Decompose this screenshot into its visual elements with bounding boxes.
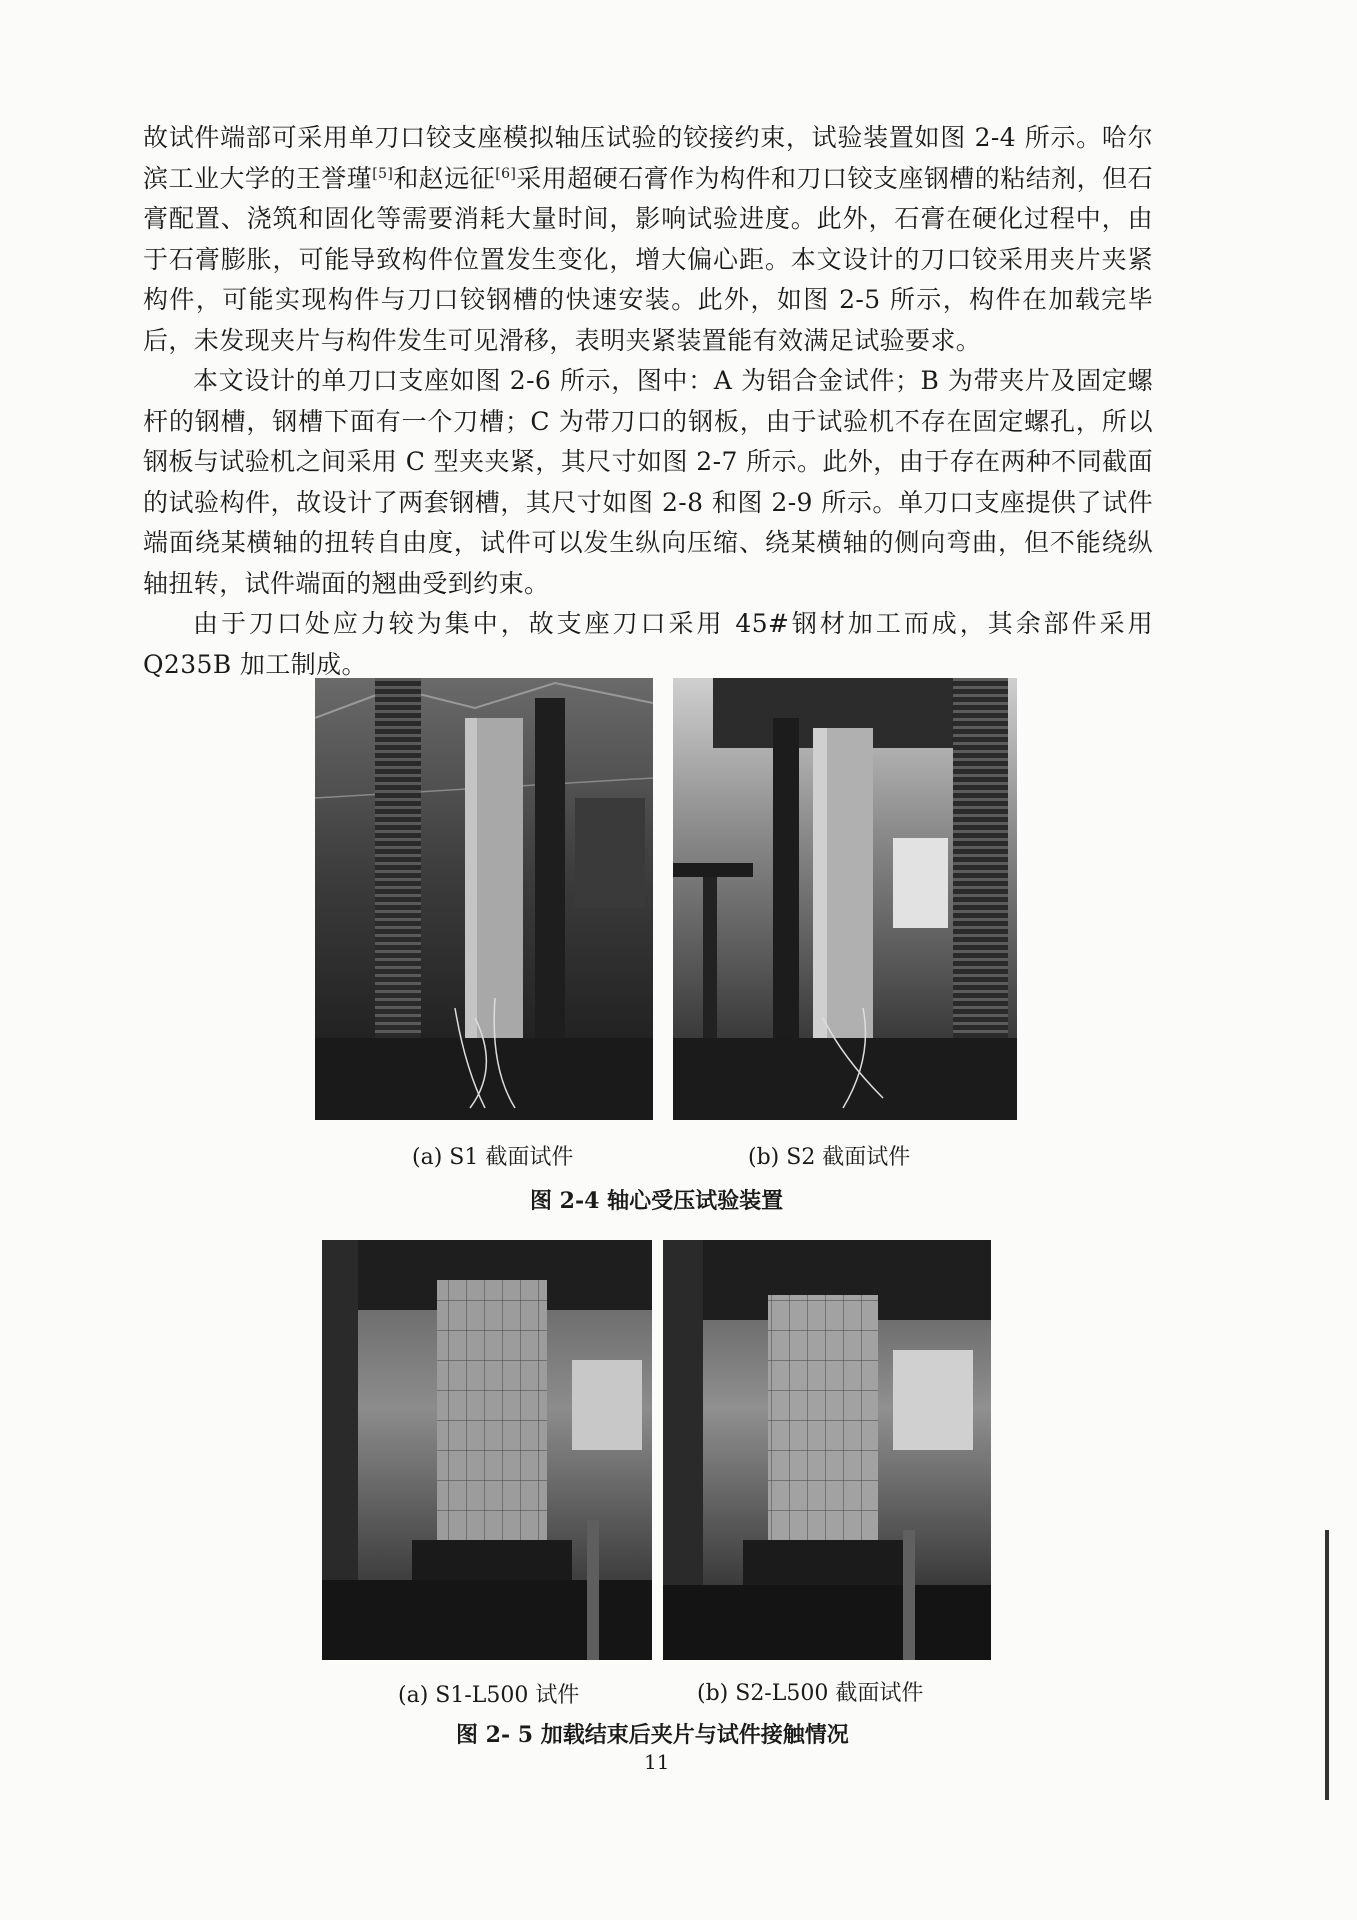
citation-6: [6] [495, 165, 517, 182]
figure-2-5-title: 图 2- 5 加载结束后夹片与试件接触情况 [456, 1722, 849, 1748]
figure-2-4-title: 图 2-4 轴心受压试验装置 [530, 1188, 784, 1214]
caption-fig2-4b: (b) S2 截面试件 [748, 1145, 911, 1170]
caption-fig2-5b: (b) S2-L500 截面试件 [697, 1681, 924, 1706]
paragraph-1: 故试件端部可采用单刀口铰支座模拟轴压试验的铰接约束，试验装置如图 2-4 所示。哈尔滨工业大学的王誉瑾[5]和赵远征[6]采用超硬石膏作为构件和刀口铰支座钢槽的粘结剂，但石膏配置、浇筑和固化等需要消耗大量时间，影响试验进度。此外，石膏在硬化过程中，由于石膏膨胀，可能导致构件位置发生变化，增大偏心距。本文设计的刀口铰采用夹片夹紧构件，可能实现构件与刀口铰钢槽的快速安装。此外，如图 2-5 所示，构件在加载完毕后，未发现夹片与构件发生可见滑移，表明夹紧装置能有效满足试验要求。 [143, 123, 1153, 355]
photo-s1-setup [315, 678, 653, 1120]
photo-s2-setup [673, 678, 1017, 1120]
body-text [143, 118, 1153, 685]
photo-s1-l500 [322, 1240, 652, 1660]
caption-fig2-5a: (a) S1-L500 试件 [398, 1683, 580, 1708]
scan-edge-line [1325, 1530, 1329, 1800]
caption-fig2-4a: (a) S1 截面试件 [412, 1145, 574, 1170]
photo-s2-l500 [663, 1240, 991, 1660]
paragraph-2: 本文设计的单刀口支座如图 2-6 所示，图中：A 为铝合金试件；B 为带夹片及固定螺杆的钢槽，钢槽下面有一个刀槽；C 为带刀口的钢板，由于试验机不存在固定螺孔，所以钢板与试验机之间采用 C 型夹夹紧，其尺寸如图 2-7 所示。此外，由于存在两种不同截面的试验构件，故设计了两套钢槽，其尺寸如图 2-8 和图 2-9 所示。单刀口支座提供了试件端面绕某横轴的扭转自由度，试件可以发生纵向压缩、绕某横轴的侧向弯曲，但不能绕纵轴扭转，试件端面的翘曲受到约束。 [143, 366, 1153, 598]
citation-5: [5] [372, 165, 394, 182]
page-number: 11 [644, 1750, 670, 1774]
paragraph-3: 由于刀口处应力较为集中，故支座刀口采用 45#钢材加工而成，其余部件采用 Q235B 加工制成。 [143, 609, 1153, 679]
